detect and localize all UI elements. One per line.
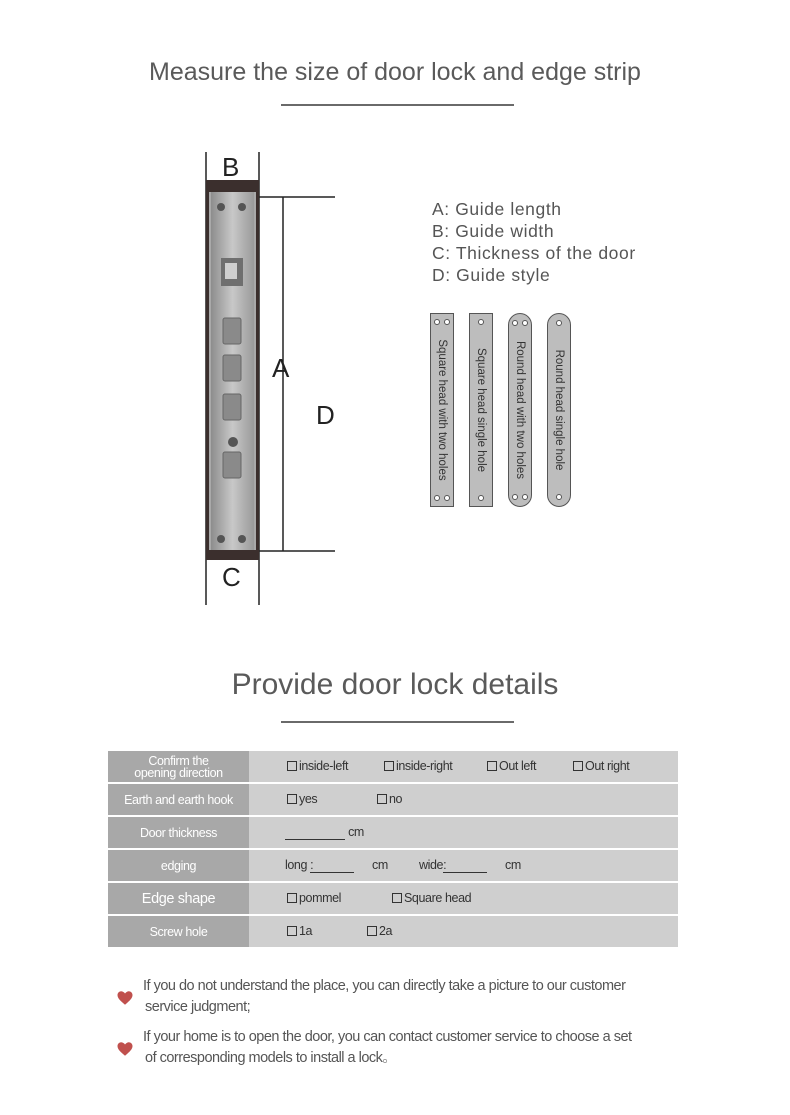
table-row-screw-hole bbox=[108, 916, 678, 947]
label-b: B bbox=[222, 152, 240, 182]
option-pommel[interactable]: pommel bbox=[287, 891, 341, 905]
option-1a[interactable]: 1a bbox=[287, 924, 312, 938]
strip-round-single-hole bbox=[547, 313, 571, 507]
row-label: Door thickness bbox=[108, 817, 249, 848]
door-lock-diagram bbox=[195, 150, 345, 615]
table-row-edging bbox=[108, 850, 678, 881]
table-row-thickness bbox=[108, 817, 678, 848]
label-c: C bbox=[222, 562, 241, 592]
long-unit: cm bbox=[372, 858, 388, 872]
table-row-direction bbox=[108, 751, 678, 782]
table-row-edge-shape bbox=[108, 883, 678, 914]
legend-item: D: Guide style bbox=[432, 265, 551, 285]
label-d: D bbox=[316, 400, 335, 430]
legend-item: C: Thickness of the door bbox=[432, 243, 636, 263]
option-out-left[interactable]: Out left bbox=[487, 759, 536, 773]
strip-square-single-hole bbox=[469, 313, 493, 507]
door-lock-details-table bbox=[108, 751, 678, 949]
strip-label: Square head with two holes bbox=[436, 339, 448, 481]
note-2: If your home is to open the door, you can contact customer service to choose a set of corresponding models to install a lock。 bbox=[143, 1029, 632, 1066]
wide-unit: cm bbox=[505, 858, 521, 872]
row-label: Confirm the opening direction bbox=[108, 751, 249, 782]
strip-square-two-holes bbox=[430, 313, 454, 507]
heart-icon bbox=[116, 989, 134, 1007]
label-a: A bbox=[272, 353, 290, 383]
legend-item: A: Guide length bbox=[432, 199, 562, 219]
strip-label: Round head with two holes bbox=[514, 340, 526, 480]
dimension-legend bbox=[432, 198, 636, 286]
note-1: If you do not understand the place, you can directly take a picture to our customer service judgment; bbox=[143, 978, 626, 1015]
table-row-earth-hook bbox=[108, 784, 678, 815]
long-field[interactable]: long : bbox=[285, 858, 354, 873]
row-label: edging bbox=[108, 850, 249, 881]
row-label: Earth and earth hook bbox=[108, 784, 249, 815]
option-inside-left[interactable]: inside-left bbox=[287, 759, 348, 773]
title-underline bbox=[281, 721, 514, 723]
heart-icon bbox=[116, 1040, 134, 1058]
option-2a[interactable]: 2a bbox=[367, 924, 392, 938]
wide-field[interactable]: wide: bbox=[419, 858, 487, 873]
row-label: Screw hole bbox=[108, 916, 249, 947]
measure-section-title: Measure the size of door lock and edge strip bbox=[149, 58, 641, 86]
row-label: Edge shape bbox=[108, 883, 249, 914]
details-section-title: Provide door lock details bbox=[231, 668, 559, 701]
legend-item: B: Guide width bbox=[432, 221, 555, 241]
title-underline bbox=[281, 104, 514, 106]
option-inside-right[interactable]: inside-right bbox=[384, 759, 452, 773]
strip-round-two-holes bbox=[508, 313, 532, 507]
option-yes[interactable]: yes bbox=[287, 792, 317, 806]
strip-label: Square head single hole bbox=[475, 347, 487, 473]
option-square-head[interactable]: Square head bbox=[392, 891, 471, 905]
thickness-field[interactable]: cm bbox=[285, 825, 364, 840]
lock-drawing bbox=[195, 150, 345, 610]
option-out-right[interactable]: Out right bbox=[573, 759, 629, 773]
option-no[interactable]: no bbox=[377, 792, 402, 806]
strip-label: Round head single hole bbox=[553, 349, 565, 471]
